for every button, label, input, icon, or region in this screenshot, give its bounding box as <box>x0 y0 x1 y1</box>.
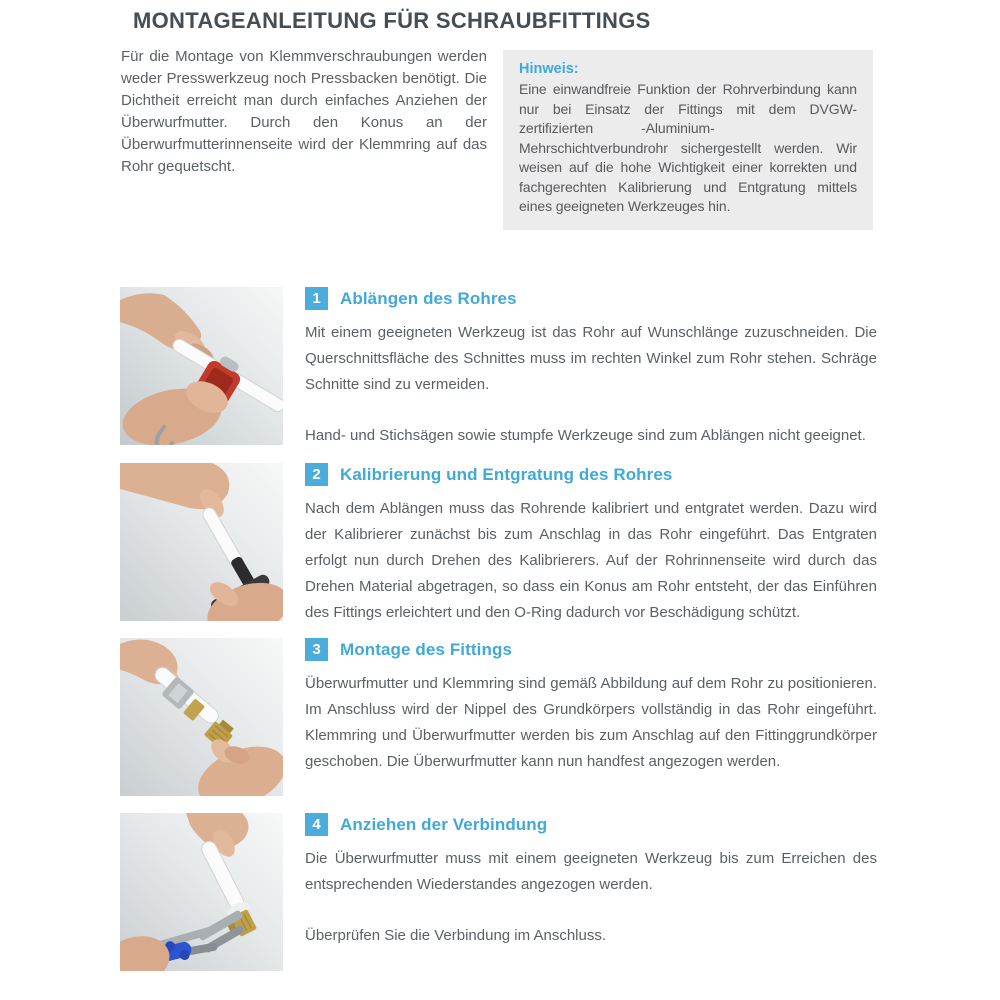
step-1-title: Ablängen des Rohres <box>340 288 517 308</box>
step-3-text <box>305 638 877 775</box>
step-2-paragraph-1: Nach dem Ablängen muss das Rohrende kalibriert und entgratet werden. Dazu wird der Kalibrierer zunächst bis zum Anschlag in das Rohr eingeführt. Das Entgraten erfolgt nun durch Drehen des Kalibrierers. Auf der Rohrinnenseite wird durch das Drehen Material abgetragen, so dass ein Konus am Rohr entsteht, der das Einführen des Fittings erleichtert und den O-Ring dadurch vor Beschädigung schützt. <box>305 500 877 621</box>
step-1-text <box>305 287 877 449</box>
pipe-cutter-illustration <box>120 287 283 445</box>
step-3-header <box>305 638 877 661</box>
step-4-number-badge: 4 <box>305 813 328 836</box>
step-3-paragraph-1: Überwurfmutter und Klemmring sind gemäß Abbildung auf dem Rohr zu positionieren. Im Anschluss wird der Nippel des Grundkörpers vollständig in das Rohr eingeführt. Klemmring und Überwurfmutter werden bis zum Anschlag auf den Fittinggrundkörper geschoben. Die Überwurfmutter kann nun handfest angezogen werden. <box>305 675 877 770</box>
note-body <box>519 80 857 217</box>
step-4 <box>120 813 877 971</box>
intro-paragraph: Für die Montage von Klemmverschraubungen werden weder Presswerkzeug noch Pressbacken benötigt. Die Dichtheit erreicht man durch einfaches Anziehen der Überwurfmutter. Durch den Konus an der Überwurfmutterinnenseite wird der Klemmring auf das Rohr gequetscht. <box>121 48 487 175</box>
step-3-title: Montage des Fittings <box>340 639 512 659</box>
step-1-header <box>305 287 877 310</box>
step-4-paragraph-2: Überprüfen Sie die Verbindung im Anschluss. <box>305 927 607 944</box>
step-1 <box>120 287 877 449</box>
step-2-photo <box>120 463 283 621</box>
step-1-paragraph-2: Hand- und Stichsägen sowie stumpfe Werkzeuge sind zum Ablängen nicht geeignet. <box>305 427 866 444</box>
step-2-number-badge: 2 <box>305 463 328 486</box>
step-4-paragraph-1: Die Überwurfmutter muss mit einem geeigneten Werkzeug bis zum Erreichen des entsprechenden Wiederstandes angezogen werden. <box>305 850 877 893</box>
step-4-header <box>305 813 877 836</box>
step-2-header <box>305 463 877 486</box>
page-title: MONTAGEANLEITUNG FÜR SCHRAUBFITTINGS <box>133 8 651 33</box>
step-2-text <box>305 463 877 626</box>
tightening-wrench-illustration <box>120 813 283 971</box>
step-2 <box>120 463 877 626</box>
step-3-number-badge: 3 <box>305 638 328 661</box>
note-text-end: -Aluminium-Mehrschichtverbundrohr sichergestellt werden. Wir weisen auf die hohe Wichtigkeit einer korrekten und fachgerechten Kalibrierung und Entgratung mittels eines geeigneten Werkzeuges hin. <box>519 120 857 214</box>
step-3 <box>120 638 877 796</box>
note-text-start: Eine einwandfreie Funktion der Rohrverbindung kann nur bei Einsatz der Fittings mit dem DVGW-zertifizierten <box>519 81 857 136</box>
note-box <box>503 50 873 230</box>
step-4-text <box>305 813 877 949</box>
step-3-photo <box>120 638 283 796</box>
step-2-title: Kalibrierung und Entgratung des Rohres <box>340 464 673 484</box>
calibration-tool-illustration <box>120 463 283 621</box>
step-1-paragraph-1: Mit einem geeigneten Werkzeug ist das Rohr auf Wunschlänge zuzuschneiden. Die Querschnittsfläche des Schnittes muss im rechten Winkel zum Rohr stehen. Schräge Schnitte sind zu vermeiden. <box>305 324 877 393</box>
redacted-brand-gap <box>593 132 641 133</box>
fitting-assembly-illustration <box>120 638 283 796</box>
note-label: Hinweis: <box>519 61 579 77</box>
step-1-number-badge: 1 <box>305 287 328 310</box>
step-4-title: Anziehen der Verbindung <box>340 814 548 834</box>
step-1-photo <box>120 287 283 445</box>
step-4-photo <box>120 813 283 971</box>
